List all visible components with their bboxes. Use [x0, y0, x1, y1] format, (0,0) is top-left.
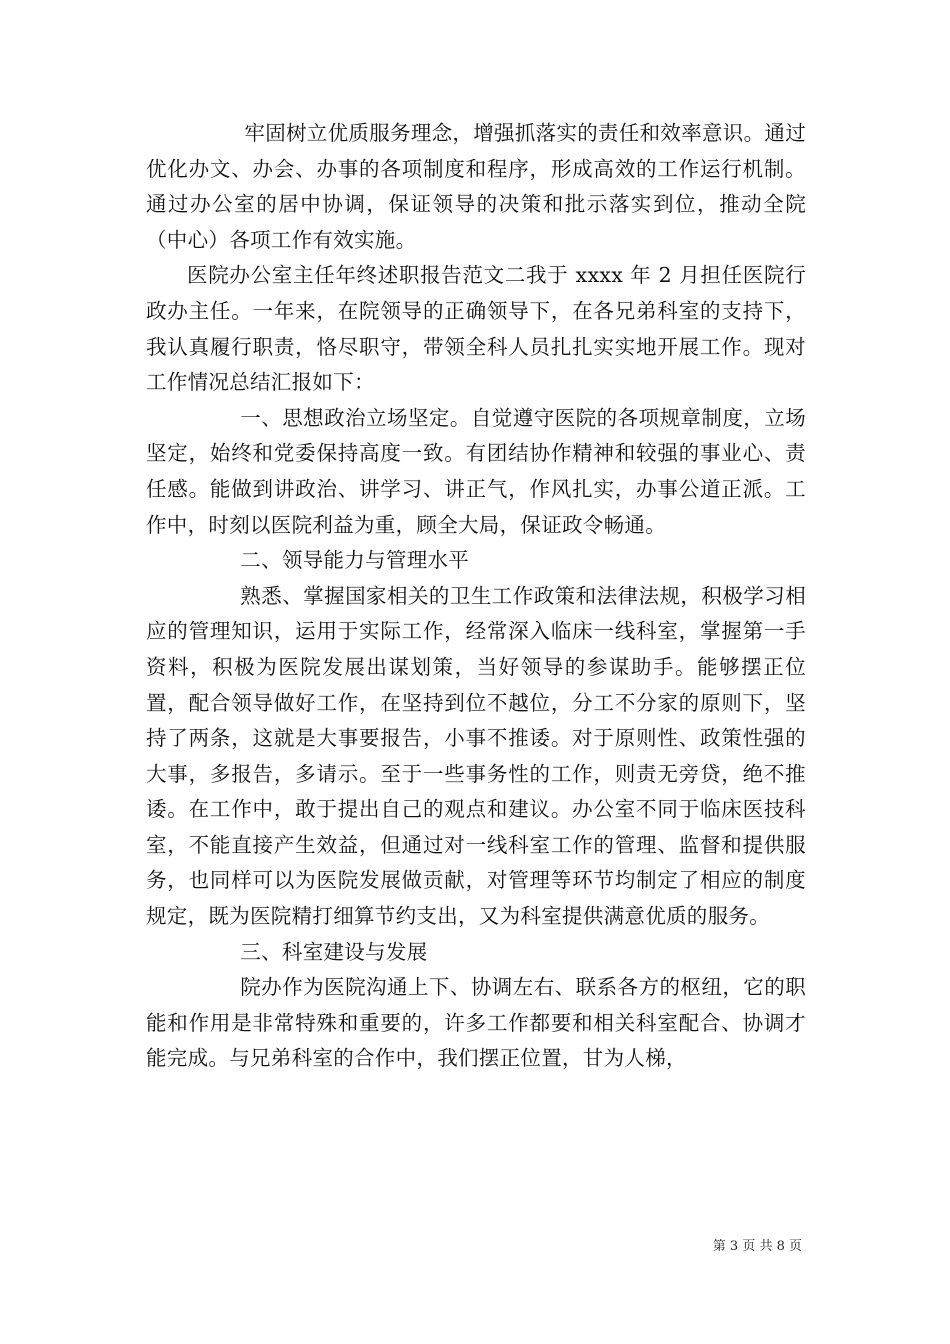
paragraph-section-1: 一、思想政治立场坚定。自觉遵守医院的各项规章制度，立场坚定，始终和党委保持高度一致。有团结协作精神和较强的事业心、责任感。能做到讲政治、讲学习、讲正气，作风扎实，办事公道正派。工作中，时刻以医院利益为重，顾全大局，保证政令畅通。 — [146, 405, 806, 537]
body-text — [146, 116, 806, 1077]
paragraph-report-intro: 医院办公室主任年终述职报告范文二我于 xxxx 年 2 月担任医院行政办主任。一年来，在院领导的正确领导下，在各兄弟科室的支持下，我认真履行职责，恪尽职守，带领全科人员扎扎实实地开展工作。现对工作情况总结汇报如下： — [146, 263, 806, 395]
paragraph-section-2: 熟悉、掌握国家相关的卫生工作政策和法律法规，积极学习相应的管理知识，运用于实际工作，经常深入临床一线科室，掌握第一手资料，积极为医院发展出谋划策，当好领导的参谋助手。能够摆正位置，配合领导做好工作，在坚持到位不越位，分工不分家的原则下，坚持了两条，这就是大事要报告，小事不推诿。对于原则性、政策性强的大事，多报告，多请示。至于一些事务性的工作，则责无旁贷，绝不推诿。在工作中，敢于提出自己的观点和建议。办公室不同于临床医技科室，不能直接产生效益，但通过对一线科室工作的管理、监督和提供服务，也同样可以为医院发展做贡献，对管理等环节均制定了相应的制度规定，既为医院精打细算节约支出，又为科室提供满意优质的服务。 — [146, 583, 806, 929]
paragraph-section-3: 院办作为医院沟通上下、协调左右、联系各方的枢纽，它的职能和作用是非常特殊和重要的，许多工作都要和相关科室配合、协调才能完成。与兄弟科室的合作中，我们摆正位置，甘为人梯， — [146, 975, 806, 1071]
heading-section-2: 二、领导能力与管理水平 — [240, 548, 470, 573]
page-number-footer: 第 3 页 共 8 页 — [712, 1239, 802, 1254]
paragraph-service-concept: 牢固树立优质服务理念，增强抓落实的责任和效率意识。通过优化办文、办会、办事的各项制度和程序，形成高效的工作运行机制。通过办公室的居中协调，保证领导的决策和批示落实到位，推动全院（中心）各项工作有效实施。 — [146, 121, 806, 252]
heading-section-3: 三、科室建设与发展 — [240, 939, 428, 964]
